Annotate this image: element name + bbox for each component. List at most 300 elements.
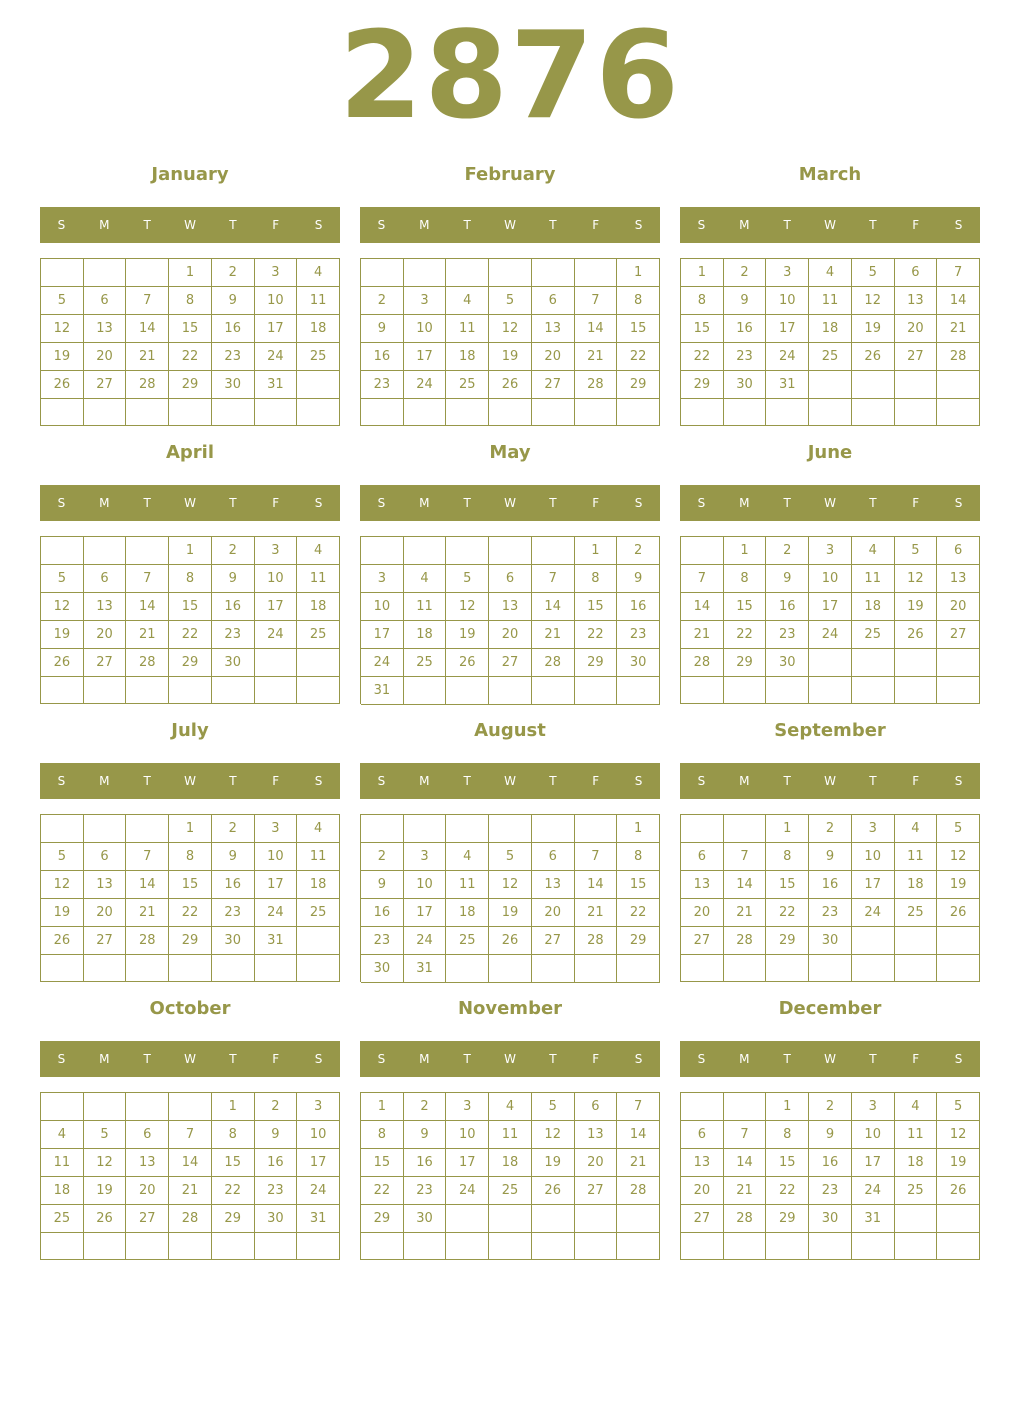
day-cell: 19 — [41, 343, 84, 371]
day-cell: 29 — [617, 927, 660, 955]
month-may — [360, 438, 660, 708]
day-cell: 27 — [84, 649, 127, 677]
day-cell: 13 — [681, 871, 724, 899]
day-cell: 13 — [84, 315, 127, 343]
empty-day-cell — [852, 955, 895, 982]
weekday-label: S — [697, 218, 706, 232]
weekday-label: M — [99, 774, 110, 788]
day-cell: 17 — [255, 593, 298, 621]
weekday-label: T — [869, 774, 877, 788]
day-cell: 10 — [852, 843, 895, 871]
day-cell: 28 — [169, 1205, 212, 1233]
empty-day-cell — [41, 259, 84, 287]
day-cell: 9 — [212, 287, 255, 315]
day-cell: 5 — [532, 1093, 575, 1121]
day-cell: 30 — [361, 955, 404, 983]
empty-day-cell — [895, 649, 938, 677]
day-cell: 27 — [84, 927, 127, 955]
day-cell: 23 — [361, 927, 404, 955]
day-cell: 22 — [724, 621, 767, 649]
month-september — [680, 716, 980, 986]
day-cell: 11 — [852, 565, 895, 593]
day-grid — [680, 536, 980, 704]
day-cell: 11 — [297, 287, 340, 315]
day-cell: 9 — [617, 565, 660, 593]
empty-day-cell — [169, 1233, 212, 1260]
day-cell: 5 — [852, 259, 895, 287]
day-cell: 24 — [255, 343, 298, 371]
day-cell: 1 — [575, 537, 618, 565]
day-cell: 19 — [41, 621, 84, 649]
empty-day-cell — [84, 677, 127, 704]
day-cell: 10 — [255, 287, 298, 315]
day-cell: 23 — [809, 899, 852, 927]
empty-day-cell — [361, 537, 404, 565]
empty-day-cell — [446, 1233, 489, 1260]
empty-day-cell — [126, 1233, 169, 1260]
day-cell: 16 — [809, 871, 852, 899]
empty-day-cell — [361, 399, 404, 426]
day-cell: 10 — [446, 1121, 489, 1149]
day-cell: 16 — [212, 871, 255, 899]
day-cell: 13 — [575, 1121, 618, 1149]
empty-day-cell — [937, 399, 980, 426]
month-name: November — [457, 998, 563, 1019]
month-december — [680, 994, 980, 1264]
day-cell: 5 — [84, 1121, 127, 1149]
day-cell: 27 — [532, 927, 575, 955]
day-cell: 17 — [255, 871, 298, 899]
day-cell: 19 — [532, 1149, 575, 1177]
weekday-label: S — [954, 496, 963, 510]
day-cell: 24 — [297, 1177, 340, 1205]
empty-day-cell — [895, 1233, 938, 1260]
weekday-label: S — [634, 1052, 643, 1066]
day-cell: 1 — [169, 259, 212, 287]
day-cell: 31 — [852, 1205, 895, 1233]
month-name: June — [807, 442, 853, 463]
empty-day-cell — [809, 371, 852, 399]
day-cell: 23 — [404, 1177, 447, 1205]
day-cell: 31 — [255, 371, 298, 399]
day-cell: 14 — [126, 315, 169, 343]
empty-day-cell — [297, 677, 340, 704]
month-april — [40, 438, 340, 708]
weekday-label: S — [314, 774, 323, 788]
weekday-label: M — [419, 218, 430, 232]
empty-day-cell — [41, 399, 84, 426]
day-cell: 26 — [937, 1177, 980, 1205]
day-cell: 31 — [297, 1205, 340, 1233]
day-cell: 16 — [212, 593, 255, 621]
day-cell: 5 — [489, 287, 532, 315]
day-cell: 27 — [681, 1205, 724, 1233]
weekday-label: M — [739, 496, 750, 510]
day-cell: 26 — [489, 927, 532, 955]
weekday-label: T — [463, 774, 471, 788]
empty-day-cell — [895, 399, 938, 426]
empty-day-cell — [169, 1093, 212, 1121]
empty-day-cell — [126, 537, 169, 565]
year-title: 2876 — [339, 7, 681, 146]
empty-day-cell — [489, 1205, 532, 1233]
weekday-label: M — [419, 496, 430, 510]
empty-day-cell — [532, 1205, 575, 1233]
empty-day-cell — [852, 1233, 895, 1260]
month-july — [40, 716, 340, 986]
day-cell: 25 — [895, 899, 938, 927]
empty-day-cell — [126, 259, 169, 287]
month-name: July — [171, 720, 209, 741]
day-grid — [680, 1092, 980, 1260]
weekday-header — [40, 207, 340, 243]
weekday-label: S — [634, 774, 643, 788]
weekday-label: W — [504, 218, 516, 232]
empty-day-cell — [681, 815, 724, 843]
empty-day-cell — [255, 1233, 298, 1260]
weekday-label: T — [463, 496, 471, 510]
day-cell: 14 — [169, 1149, 212, 1177]
day-cell: 18 — [895, 1149, 938, 1177]
day-cell: 2 — [361, 843, 404, 871]
day-cell: 25 — [297, 621, 340, 649]
day-cell: 22 — [617, 899, 660, 927]
empty-day-cell — [681, 677, 724, 704]
day-cell: 14 — [532, 593, 575, 621]
empty-day-cell — [575, 259, 618, 287]
day-cell: 22 — [617, 343, 660, 371]
empty-day-cell — [297, 649, 340, 677]
weekday-label: S — [954, 774, 963, 788]
empty-day-cell — [361, 815, 404, 843]
weekday-label: W — [824, 1052, 836, 1066]
day-cell: 18 — [297, 871, 340, 899]
empty-day-cell — [617, 677, 660, 705]
day-cell: 31 — [361, 677, 404, 705]
day-cell: 24 — [255, 899, 298, 927]
empty-day-cell — [681, 955, 724, 982]
empty-day-cell — [489, 815, 532, 843]
day-cell: 23 — [255, 1177, 298, 1205]
weekday-label: M — [739, 218, 750, 232]
day-cell: 8 — [361, 1121, 404, 1149]
month-february — [360, 160, 660, 430]
day-cell: 5 — [895, 537, 938, 565]
weekday-label: M — [99, 1052, 110, 1066]
day-cell: 14 — [575, 315, 618, 343]
day-cell: 18 — [297, 593, 340, 621]
empty-day-cell — [766, 399, 809, 426]
weekday-label: S — [697, 1052, 706, 1066]
weekday-label: M — [99, 496, 110, 510]
day-cell: 23 — [724, 343, 767, 371]
day-cell: 6 — [532, 843, 575, 871]
day-cell: 26 — [41, 927, 84, 955]
day-cell: 20 — [681, 1177, 724, 1205]
day-cell: 13 — [895, 287, 938, 315]
day-cell: 17 — [766, 315, 809, 343]
day-cell: 3 — [404, 287, 447, 315]
day-grid — [360, 536, 660, 704]
day-cell: 10 — [852, 1121, 895, 1149]
day-cell: 18 — [446, 899, 489, 927]
empty-day-cell — [84, 955, 127, 982]
day-cell: 11 — [446, 871, 489, 899]
day-cell: 15 — [361, 1149, 404, 1177]
day-cell: 12 — [41, 871, 84, 899]
month-name: January — [151, 164, 229, 185]
weekday-label: T — [549, 774, 557, 788]
day-cell: 13 — [84, 593, 127, 621]
day-cell: 6 — [532, 287, 575, 315]
empty-day-cell — [532, 537, 575, 565]
day-cell: 25 — [297, 899, 340, 927]
empty-day-cell — [212, 1233, 255, 1260]
day-cell: 21 — [126, 899, 169, 927]
day-cell: 21 — [937, 315, 980, 343]
day-cell: 18 — [404, 621, 447, 649]
month-november — [360, 994, 660, 1264]
day-cell: 28 — [937, 343, 980, 371]
empty-day-cell — [532, 955, 575, 983]
weekday-label: F — [592, 496, 600, 510]
day-cell: 13 — [126, 1149, 169, 1177]
day-cell: 6 — [84, 565, 127, 593]
day-cell: 2 — [212, 259, 255, 287]
day-cell: 3 — [404, 843, 447, 871]
day-cell: 16 — [212, 315, 255, 343]
day-cell: 1 — [361, 1093, 404, 1121]
day-cell: 26 — [446, 649, 489, 677]
weekday-label: F — [592, 218, 600, 232]
month-name: September — [774, 720, 886, 741]
empty-day-cell — [41, 537, 84, 565]
day-cell: 17 — [852, 1149, 895, 1177]
day-cell: 8 — [766, 843, 809, 871]
day-cell: 13 — [532, 315, 575, 343]
day-cell: 9 — [809, 843, 852, 871]
empty-day-cell — [937, 955, 980, 982]
day-cell: 3 — [255, 259, 298, 287]
day-cell: 29 — [212, 1205, 255, 1233]
empty-day-cell — [126, 955, 169, 982]
day-cell: 29 — [575, 649, 618, 677]
empty-day-cell — [126, 399, 169, 426]
day-cell: 11 — [489, 1121, 532, 1149]
weekday-label: S — [314, 496, 323, 510]
empty-day-cell — [489, 399, 532, 426]
empty-day-cell — [446, 677, 489, 705]
day-cell: 3 — [766, 259, 809, 287]
day-cell: 2 — [766, 537, 809, 565]
empty-day-cell — [84, 815, 127, 843]
month-june — [680, 438, 980, 708]
empty-day-cell — [169, 399, 212, 426]
weekday-label: T — [143, 218, 151, 232]
month-name: December — [778, 998, 882, 1019]
weekday-header — [680, 1041, 980, 1077]
empty-day-cell — [84, 399, 127, 426]
day-cell: 22 — [212, 1177, 255, 1205]
empty-day-cell — [681, 399, 724, 426]
day-cell: 19 — [937, 1149, 980, 1177]
day-cell: 21 — [617, 1149, 660, 1177]
day-cell: 4 — [809, 259, 852, 287]
weekday-header — [40, 1041, 340, 1077]
empty-day-cell — [617, 955, 660, 983]
day-cell: 10 — [255, 843, 298, 871]
day-cell: 19 — [895, 593, 938, 621]
day-cell: 22 — [766, 899, 809, 927]
day-cell: 27 — [681, 927, 724, 955]
day-cell: 20 — [126, 1177, 169, 1205]
weekday-label: T — [869, 1052, 877, 1066]
day-cell: 1 — [724, 537, 767, 565]
day-cell: 22 — [681, 343, 724, 371]
day-cell: 2 — [617, 537, 660, 565]
empty-day-cell — [404, 1233, 447, 1260]
day-cell: 7 — [937, 259, 980, 287]
weekday-label: S — [57, 1052, 66, 1066]
empty-day-cell — [766, 955, 809, 982]
day-cell: 17 — [404, 343, 447, 371]
empty-day-cell — [575, 677, 618, 705]
day-cell: 29 — [361, 1205, 404, 1233]
day-cell: 6 — [575, 1093, 618, 1121]
weekday-header — [360, 485, 660, 521]
day-cell: 8 — [169, 843, 212, 871]
empty-day-cell — [937, 371, 980, 399]
empty-day-cell — [404, 537, 447, 565]
empty-day-cell — [724, 1093, 767, 1121]
weekday-label: S — [954, 218, 963, 232]
empty-day-cell — [41, 1233, 84, 1260]
day-cell: 2 — [809, 1093, 852, 1121]
day-cell: 29 — [169, 371, 212, 399]
day-cell: 22 — [766, 1177, 809, 1205]
weekday-label: W — [184, 1052, 196, 1066]
day-cell: 11 — [41, 1149, 84, 1177]
day-cell: 19 — [446, 621, 489, 649]
day-cell: 25 — [446, 371, 489, 399]
day-cell: 14 — [937, 287, 980, 315]
day-cell: 4 — [446, 287, 489, 315]
day-cell: 3 — [255, 815, 298, 843]
empty-day-cell — [617, 1233, 660, 1260]
day-cell: 19 — [852, 315, 895, 343]
empty-day-cell — [489, 955, 532, 983]
day-cell: 31 — [766, 371, 809, 399]
day-cell: 8 — [169, 287, 212, 315]
day-cell: 8 — [212, 1121, 255, 1149]
day-cell: 19 — [84, 1177, 127, 1205]
day-cell: 8 — [681, 287, 724, 315]
day-cell: 27 — [895, 343, 938, 371]
day-cell: 5 — [446, 565, 489, 593]
day-cell: 4 — [895, 815, 938, 843]
empty-day-cell — [809, 677, 852, 704]
day-cell: 4 — [895, 1093, 938, 1121]
empty-day-cell — [84, 1233, 127, 1260]
weekday-header — [680, 485, 980, 521]
empty-day-cell — [724, 677, 767, 704]
day-cell: 16 — [809, 1149, 852, 1177]
month-name: March — [798, 164, 862, 185]
empty-day-cell — [255, 955, 298, 982]
weekday-label: F — [272, 1052, 280, 1066]
day-cell: 16 — [361, 343, 404, 371]
day-grid — [680, 814, 980, 982]
day-cell: 28 — [617, 1177, 660, 1205]
weekday-label: F — [912, 774, 920, 788]
day-cell: 4 — [852, 537, 895, 565]
day-cell: 14 — [724, 871, 767, 899]
empty-day-cell — [532, 815, 575, 843]
day-cell: 27 — [489, 649, 532, 677]
empty-day-cell — [446, 399, 489, 426]
day-cell: 14 — [681, 593, 724, 621]
day-cell: 22 — [169, 899, 212, 927]
day-cell: 21 — [126, 343, 169, 371]
empty-day-cell — [446, 259, 489, 287]
day-cell: 3 — [361, 565, 404, 593]
day-cell: 25 — [895, 1177, 938, 1205]
day-cell: 24 — [809, 621, 852, 649]
empty-day-cell — [84, 537, 127, 565]
day-cell: 24 — [404, 371, 447, 399]
day-cell: 19 — [489, 343, 532, 371]
day-cell: 6 — [126, 1121, 169, 1149]
day-cell: 12 — [489, 871, 532, 899]
empty-day-cell — [895, 371, 938, 399]
day-cell: 20 — [895, 315, 938, 343]
day-cell: 3 — [255, 537, 298, 565]
day-cell: 30 — [255, 1205, 298, 1233]
weekday-label: T — [229, 496, 237, 510]
empty-day-cell — [361, 259, 404, 287]
day-cell: 9 — [212, 565, 255, 593]
weekday-label: W — [184, 496, 196, 510]
day-cell: 20 — [84, 621, 127, 649]
day-cell: 26 — [937, 899, 980, 927]
day-cell: 17 — [809, 593, 852, 621]
day-cell: 22 — [575, 621, 618, 649]
month-march — [680, 160, 980, 430]
weekday-label: S — [634, 496, 643, 510]
day-cell: 1 — [212, 1093, 255, 1121]
day-cell: 12 — [489, 315, 532, 343]
day-cell: 16 — [255, 1149, 298, 1177]
empty-day-cell — [724, 955, 767, 982]
day-cell: 19 — [937, 871, 980, 899]
month-name: October — [149, 998, 231, 1019]
day-cell: 29 — [617, 371, 660, 399]
day-cell: 6 — [895, 259, 938, 287]
day-cell: 24 — [852, 899, 895, 927]
day-cell: 10 — [255, 565, 298, 593]
weekday-header — [40, 485, 340, 521]
day-grid — [360, 1092, 660, 1260]
day-cell: 4 — [489, 1093, 532, 1121]
day-cell: 9 — [809, 1121, 852, 1149]
day-cell: 23 — [617, 621, 660, 649]
empty-day-cell — [404, 399, 447, 426]
day-cell: 24 — [255, 621, 298, 649]
month-name: February — [464, 164, 556, 185]
weekday-label: T — [549, 218, 557, 232]
day-cell: 4 — [297, 537, 340, 565]
day-cell: 12 — [937, 843, 980, 871]
